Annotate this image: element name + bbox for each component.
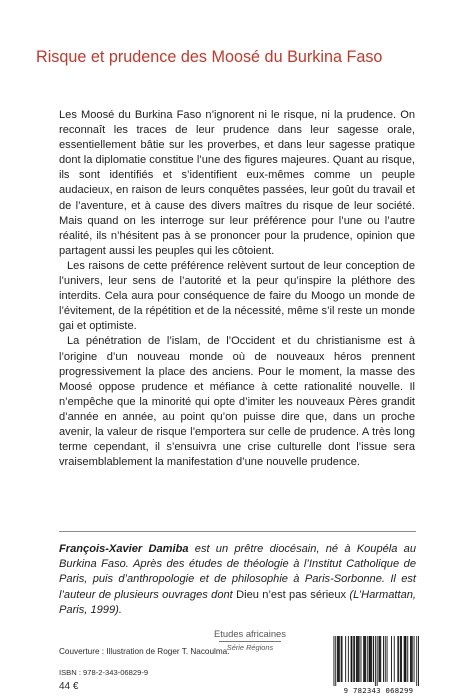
barcode-bar: [334, 636, 335, 686]
section-divider: [59, 531, 416, 532]
barcode-bar: [371, 636, 372, 682]
barcode-bar: [405, 636, 406, 682]
barcode-bar: [418, 636, 419, 686]
cover-credit: Couverture : Illustration de Roger T. Nacoulma.: [59, 647, 230, 656]
barcode-bar: [342, 636, 343, 682]
barcode-bar: [379, 636, 380, 682]
barcode-bar: [367, 636, 368, 682]
barcode-bar: [391, 636, 392, 682]
barcode-bar: [401, 636, 402, 682]
bio-book-title: Dieu n’est pas sérieux: [236, 588, 347, 601]
barcode-bar: [358, 636, 359, 682]
barcode-bar: [370, 636, 371, 682]
barcode-bar: [394, 636, 395, 682]
back-cover-summary: [59, 108, 415, 470]
barcode-bar: [337, 636, 338, 682]
bio-text-2: (L’Harmattan, Paris, 1999).: [59, 588, 417, 616]
barcode-bar: [387, 636, 388, 682]
barcode-bar: [353, 636, 354, 682]
barcode-bar: [359, 636, 360, 682]
barcode-bar: [352, 636, 353, 682]
barcode-bar: [375, 636, 376, 686]
author-biography: [59, 542, 416, 618]
barcode-bar: [354, 636, 355, 682]
barcode-bar: [380, 636, 381, 682]
barcode-bar: [373, 636, 374, 682]
barcode-bar: [369, 636, 370, 682]
barcode-bar: [341, 636, 342, 682]
price-label: 44 €: [59, 681, 79, 692]
isbn-label: ISBN : 978-2-343-06829-9: [59, 668, 149, 677]
barcode-bar: [356, 636, 357, 682]
barcode-bar: [397, 636, 398, 682]
barcode-bar: [416, 636, 417, 686]
barcode-bar: [379, 636, 380, 682]
barcode-bar: [335, 636, 336, 686]
bio-text-1: est un prêtre diocésain, né à Koupéla au Burkina Faso. Après des études de théologie à l’Institut Catholique de Paris, puis d’anthropologie et de philosophie à Paris-Sorbonne. Il est l’auteur de plusieurs ouvrages dont: [59, 543, 416, 601]
barcode-bar: [338, 636, 339, 682]
barcode-bar: [400, 636, 401, 682]
barcode-bar: [412, 636, 413, 682]
barcode: [333, 636, 424, 700]
barcode-bar: [364, 636, 365, 682]
barcode-bar: [357, 636, 358, 682]
collection-divider: [219, 641, 281, 642]
summary-paragraph-3: La pénétration de l’islam, de l’Occident et du christianisme est à l’origine d’un nouveau monde où de nouveaux héros prennent progressivement la place des anciens. Pour le moment, la masse des Moosé oppose prudence et méfiance à cette rationalité nouvelle. Il n’empêche que la minorité qui opte d’imiter les nouveaux Pères grandit d’année en année, au point qu’on puisse dire que, dans un proche avenir, la valeur de risque l’emportera sur celle de prudence. A très long terme cependant, il s’ensuivra une crise culturelle dont l’issue sera vraisemblablement la manifestation d’une nouvelle prudence.: [59, 335, 415, 469]
summary-paragraph-2: Les raisons de cette préférence relèvent surtout de leur conception de l’univers, leur sens de l’autorité et la peur qu’inspire la pléthore des interdits. Cela aura pour conséquence de faire du Moogo un monde de l’évitement, de la répétition et de la nécessité, même s’il reste un monde gai et optimiste.: [59, 259, 415, 333]
book-title: Risque et prudence des Moosé du Burkina Faso: [36, 48, 383, 66]
barcode-bar: [406, 636, 407, 682]
barcode-bar: [365, 636, 366, 682]
barcode-digits: 9 782343 068299: [343, 686, 414, 695]
barcode-bar: [361, 636, 362, 682]
barcode-bar: [383, 636, 384, 682]
barcode-bar: [398, 636, 399, 682]
barcode-bar: [345, 636, 346, 682]
summary-paragraph-1: Les Moosé du Burkina Faso n’ignorent ni le risque, ni la prudence. On reconnaît les traces de leur prudence dans leur sagesse orale, essentiellement bâtie sur les proverbes, et dans leur sagesse pratique dont la diplomatie constitue l’une des figures majeures. Quant au risque, ils sont identifiés et s’identifient eux-mêmes comme un peuple audacieux, en raison de leurs conquêtes passées, leur goût du travail et de l’aventure, et à cause des divers maîtres du risque de leur société. Mais quand on les interroge sur leur préférence pour l’une ou l’autre réalité, ils n’hésitent pas à se prononcer pour la prudence, opinion que partagent aussi les peuples qui les côtoient.: [59, 109, 415, 257]
collection-series: Série Régions: [226, 643, 274, 652]
collection-name: Etudes africaines: [214, 628, 286, 639]
barcode-bar: [348, 636, 349, 682]
barcode-bar: [363, 636, 364, 682]
barcode-bar: [377, 636, 378, 686]
barcode-bar: [385, 636, 386, 682]
barcode-bar: [404, 636, 405, 682]
barcode-bar: [339, 636, 340, 682]
barcode-icon: [333, 636, 424, 686]
barcode-bar: [411, 636, 412, 682]
barcode-bar: [351, 636, 352, 682]
barcode-bar: [370, 636, 371, 682]
barcode-bar: [414, 636, 415, 682]
barcode-bar: [410, 636, 411, 682]
author-name: François-Xavier Damiba: [59, 543, 189, 555]
barcode-bar: [407, 636, 408, 682]
